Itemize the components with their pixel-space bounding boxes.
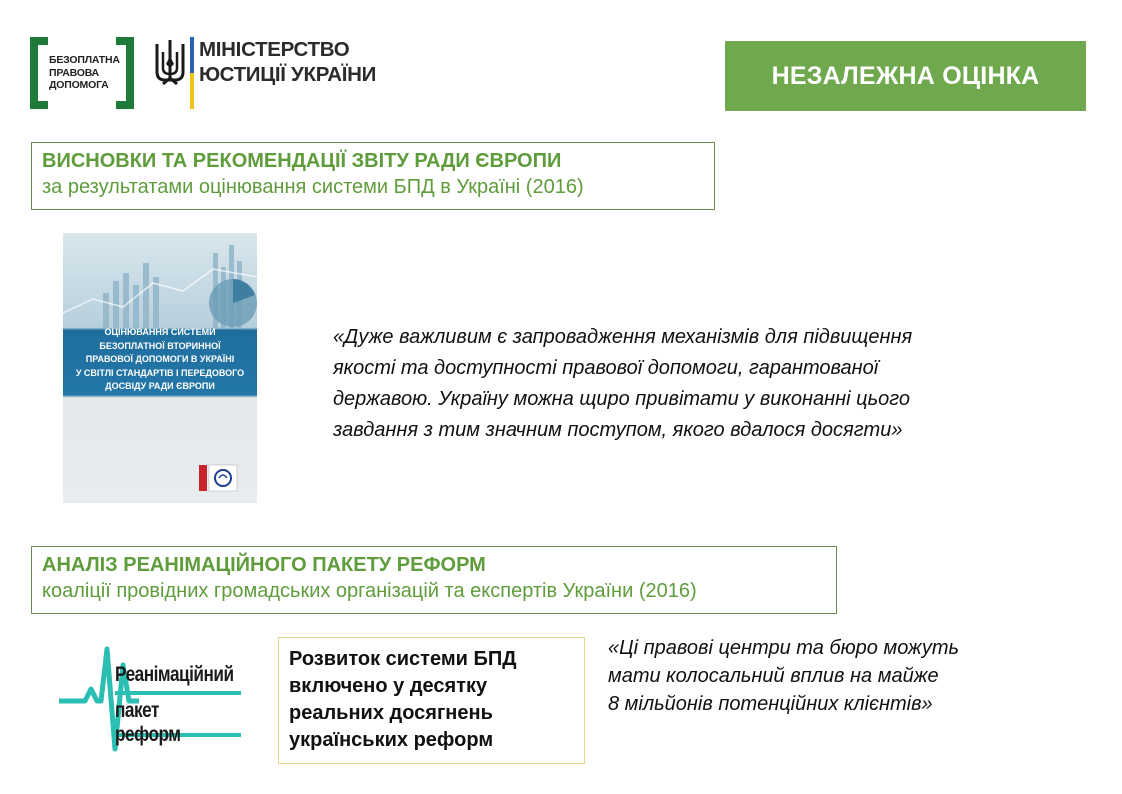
book-chart-graphic bbox=[63, 233, 257, 333]
achievement-box: Розвиток системи БПД включено у десятку реальних досягнень українських реформ bbox=[278, 637, 585, 764]
free-legal-aid-logo-text: БЕЗОПЛАТНА ПРАВОВА ДОПОМОГА bbox=[49, 54, 120, 91]
council-of-europe-report-box bbox=[31, 142, 715, 210]
independent-assessment-badge: НЕЗАЛЕЖНА ОЦІНКА bbox=[725, 41, 1086, 111]
section2-subtitle: коаліції провідних громадських організацій та експертів України (2016) bbox=[42, 580, 697, 602]
rpr-logo-line1: Реанімаційний bbox=[115, 663, 234, 686]
ministry-of-justice-name: МІНІСТЕРСТВО ЮСТИЦІЇ УКРАЇНИ bbox=[199, 38, 377, 86]
trident-icon bbox=[153, 38, 187, 88]
book-title: ОЦІНЮВАННЯ СИСТЕМИ БЕЗОПЛАТНОЇ ВТОРИННОЇ ПРАВОВОЇ ДОПОМОГИ В УКРАЇНІ У СВІТЛІ СТАНДАРТІВ І ПЕРЕДОВОГО ДОСВІДУ РАДИ ЄВРОПИ bbox=[75, 327, 245, 391]
council-of-europe-emblem-icon bbox=[199, 463, 239, 493]
reanimation-package-logo bbox=[55, 645, 245, 755]
section1-title: ВИСНОВКИ ТА РЕКОМЕНДАЦІЇ ЗВІТУ РАДИ ЄВРОПИ bbox=[42, 150, 562, 172]
free-legal-aid-logo bbox=[30, 37, 134, 109]
council-of-europe-quote: «Дуже важливим є запровадження механізмів для підвищення якості та доступності правової допомоги, гарантованої державою. Україну можна щиро привітати у виконанні цього завдання з тим значним поступом, якого вдалося досягти» bbox=[333, 326, 913, 441]
reanimation-package-analysis-box bbox=[31, 546, 837, 614]
logo-bracket-left bbox=[30, 37, 48, 109]
rpr-logo-line2: пакет реформ bbox=[115, 699, 181, 746]
section2-title: АНАЛІЗ РЕАНІМАЦІЙНОГО ПАКЕТУ РЕФОРМ bbox=[42, 554, 486, 576]
section1-subtitle: за результатами оцінювання системи БПД в Україні (2016) bbox=[42, 176, 584, 198]
reanimation-package-quote: «Ці правові центри та бюро можуть мати колосальний вплив на майже 8 мільйонів потенційних клієнтів» bbox=[608, 637, 960, 715]
ukraine-flag-line bbox=[190, 37, 194, 109]
report-book-cover bbox=[63, 233, 257, 503]
